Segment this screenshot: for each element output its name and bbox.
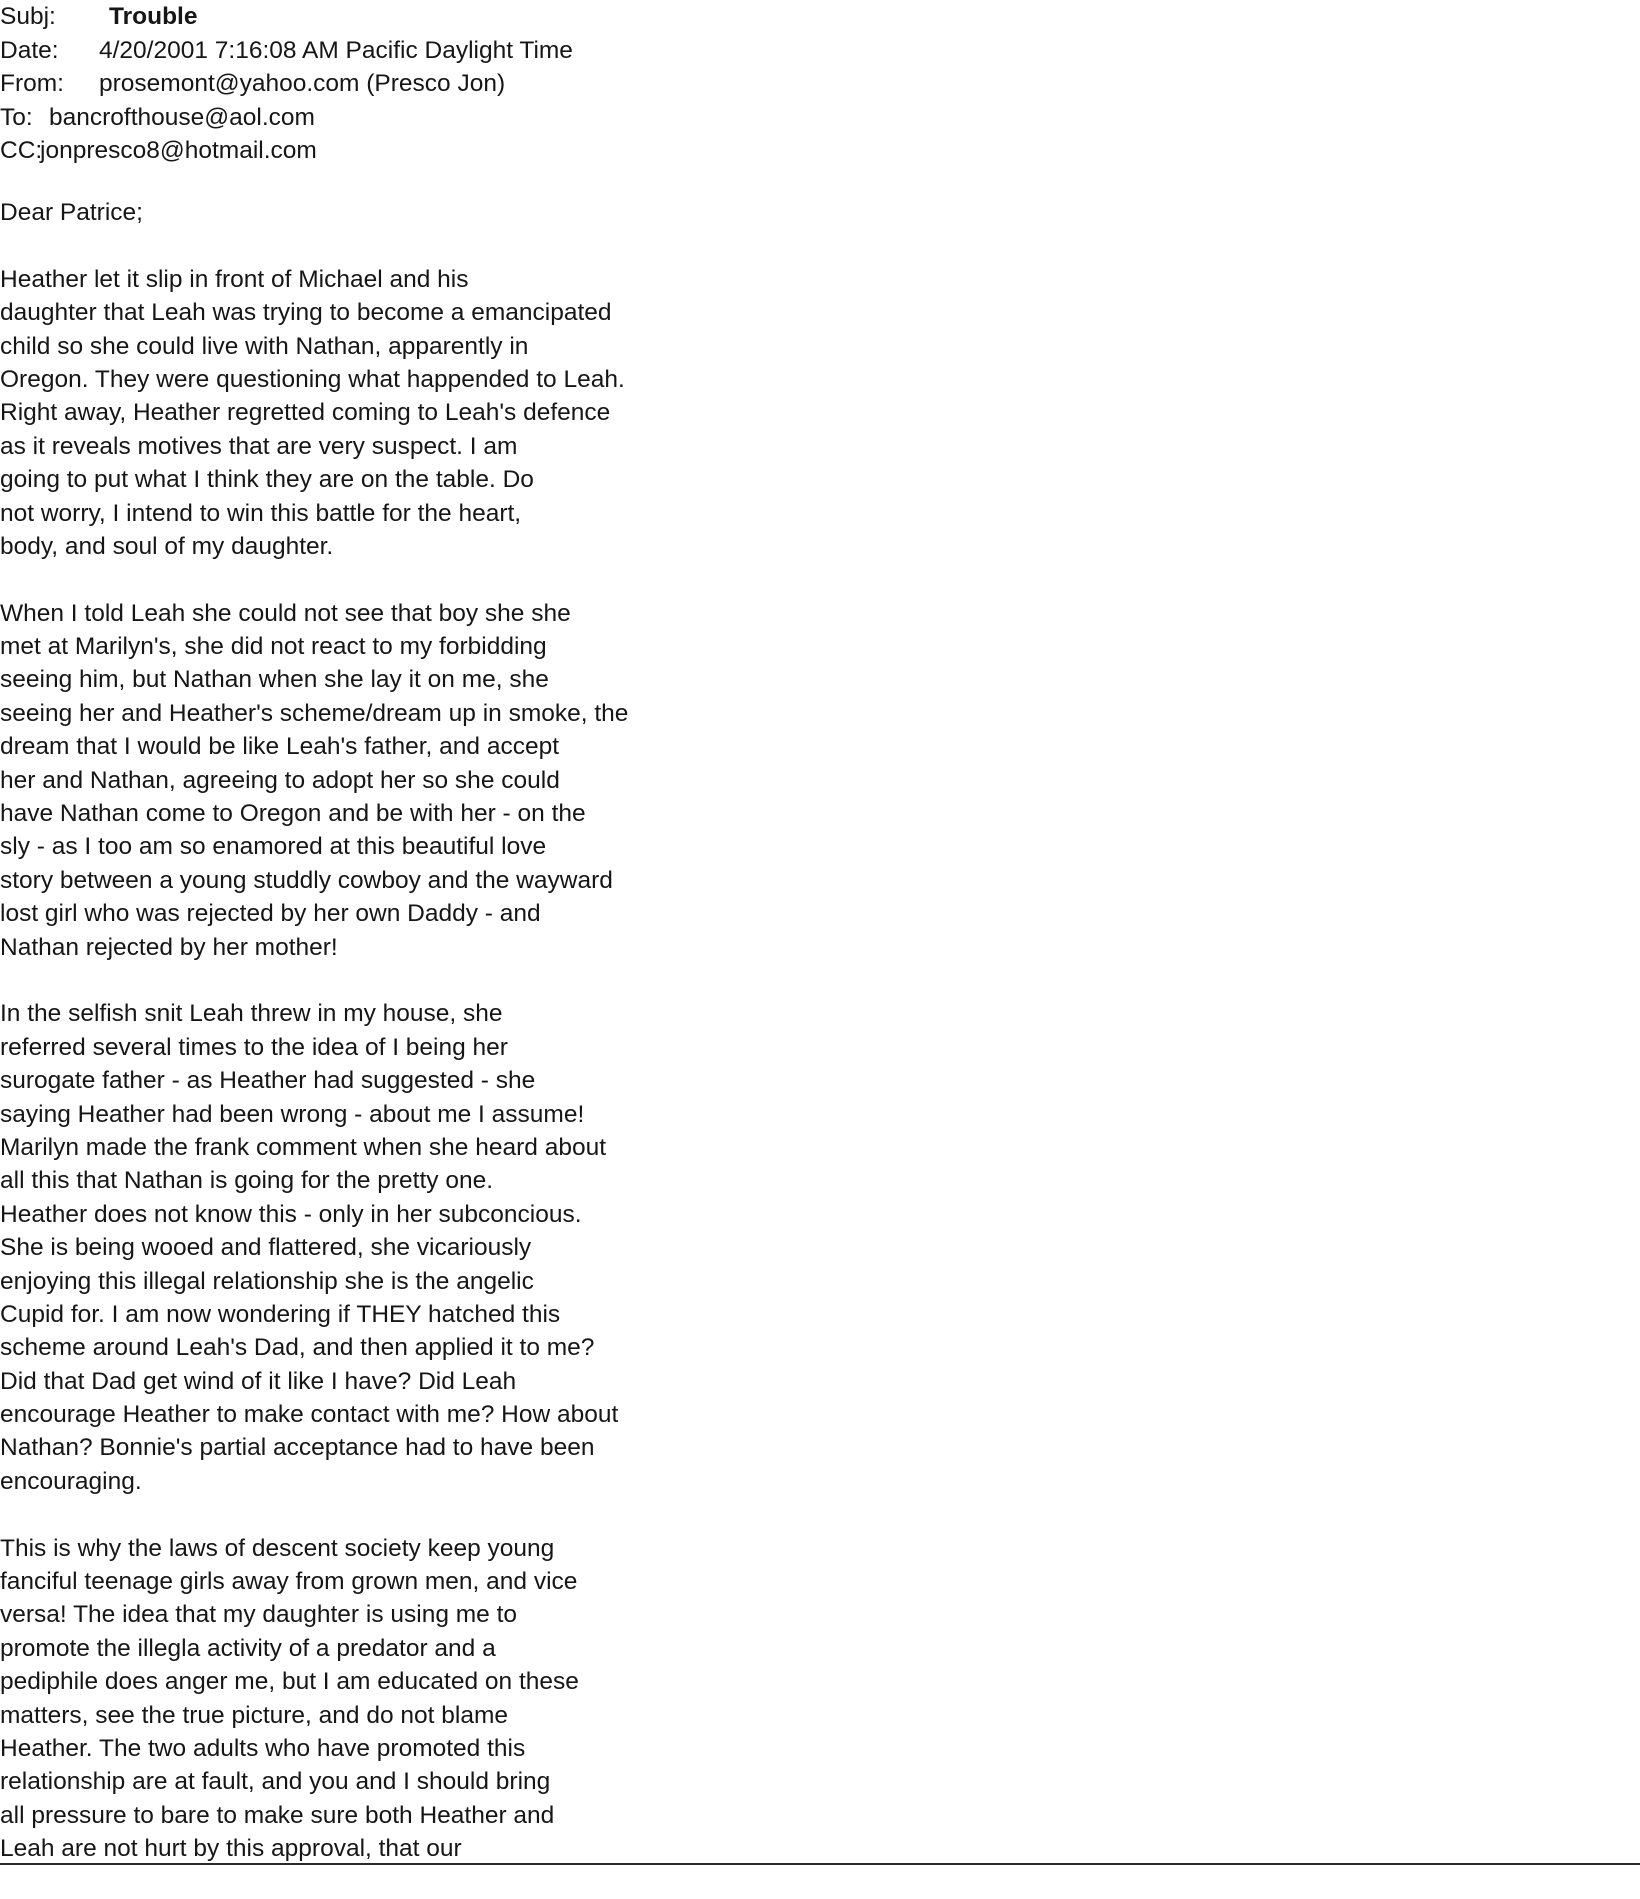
body-line: surogate father - as Heather had suggested - she [0,1067,536,1095]
body-line: Cupid for. I am now wondering if THEY hatched this [0,1300,561,1328]
date-label: Date: [0,36,59,64]
body-line: Oregon. They were questioning what happended to Leah. [0,365,625,393]
body-line: referred several times to the idea of I being her [0,1033,508,1061]
body-line: daughter that Leah was trying to become a emancipated [0,299,612,327]
to-value: bancrofthouse@aol.com [49,103,315,131]
email-body [0,196,720,1899]
body-line: sly - as I too am so enamored at this beautiful love [0,833,547,861]
body-line: dream that I would be like Leah's father, and accept [0,733,560,761]
from-row [0,67,573,101]
subject-row [0,0,573,34]
email-header [0,0,573,168]
body-line: seeing her and Heather's scheme/dream up in smoke, the [0,699,629,727]
body-line: saying Heather had been wrong - about me I assume! [0,1100,585,1128]
body-line: scheme around Leah's Dad, and then applied it to me? [0,1334,595,1362]
from-label: From: [0,70,64,97]
body-paragraphs [0,263,720,1866]
body-line: body, and soul of my daughter. [0,532,334,560]
salutation: Dear Patrice; [0,199,143,226]
body-paragraph [0,263,720,564]
body-line: In the selfish snit Leah threw in my house, she [0,1000,503,1028]
body-line: have Nathan come to Oregon and be with her - on the [0,800,586,828]
body-line: versa! The idea that my daughter is using me to [0,1601,518,1629]
body-line: matters, see the true picture, and do not blame [0,1701,508,1729]
date-value: 4/20/2001 7:16:08 AM Pacific Daylight Time [99,36,573,64]
body-line: Marilyn made the frank comment when she heard about [0,1133,607,1161]
body-line: Did that Dad get wind of it like I have? Did Leah [0,1367,517,1395]
body-line: met at Marilyn's, she did not react to my forbidding [0,633,547,661]
from-value: prosemont@yahoo.com (Presco Jon) [99,70,506,97]
body-line: lost girl who was rejected by her own Daddy - and [0,900,541,928]
body-paragraph [0,1532,720,1866]
body-line: as it reveals motives that are very suspect. I am [0,432,518,460]
body-line: Nathan? Bonnie's partial acceptance had to have been [0,1434,595,1462]
body-line: Heather does not know this - only in her subconcious. [0,1200,582,1228]
subject-label: Subj: [0,3,56,30]
body-line: story between a young studdly cowboy and the wayward [0,866,613,894]
cc-label: CC: [0,137,43,164]
body-line: relationship are at fault, and you and I should bring [0,1768,551,1796]
body-line: Nathan rejected by her mother! [0,933,338,961]
body-line: encourage Heather to make contact with me? How about [0,1401,619,1429]
body-line: fanciful teenage girls away from grown men, and vice [0,1568,578,1596]
body-line: Leah are not hurt by this approval, that our [0,1835,462,1863]
body-line: child so she could live with Nathan, apparently in [0,332,529,360]
body-line: all this that Nathan is going for the pretty one. [0,1167,494,1195]
body-line: all pressure to bare to make sure both Heather and [0,1801,555,1829]
body-line: not worry, I intend to win this battle for the heart, [0,499,522,527]
cc-row [0,134,573,168]
body-line: her and Nathan, agreeing to adopt her so she could [0,766,560,794]
subject-value: Trouble [109,3,198,30]
to-label: To: [0,103,33,131]
body-line: She is being wooed and flattered, she vicariously [0,1234,532,1262]
body-line: going to put what I think they are on the table. Do [0,466,534,494]
body-line: promote the illegla activity of a predator and a [0,1634,496,1662]
cc-value: jonpresco8@hotmail.com [40,137,317,164]
body-line: Heather. The two adults who have promoted this [0,1734,526,1762]
body-paragraph [0,597,720,964]
body-line: seeing him, but Nathan when she lay it on me, she [0,666,549,694]
body-line: Heather let it slip in front of Michael and his [0,265,469,293]
body-line: This is why the laws of descent society keep young [0,1534,555,1562]
body-paragraph [0,997,720,1498]
body-line: pediphile does anger me, but I am educated on these [0,1668,579,1696]
body-line: encouraging. [0,1467,142,1495]
body-line: Right away, Heather regretted coming to Leah's defence [0,399,611,427]
date-row [0,34,573,68]
to-row [0,101,573,135]
body-line: When I told Leah she could not see that boy she she [0,599,571,627]
body-line: enjoying this illegal relationship she is the angelic [0,1267,534,1295]
page-divider [0,1863,1640,1865]
